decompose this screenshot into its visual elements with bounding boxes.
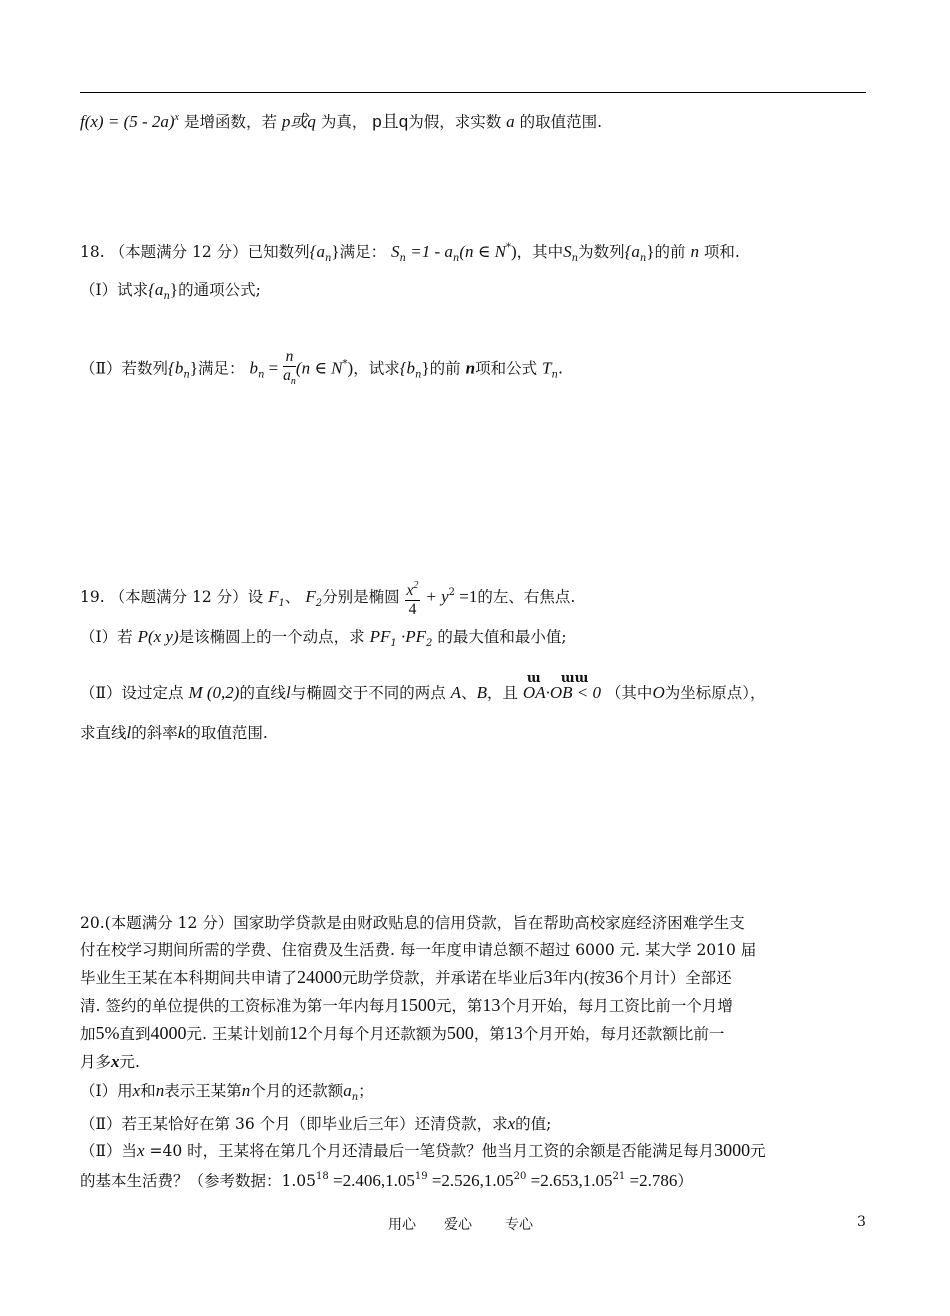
problem-18-statement: 18. （本题满分 12 分）已知数列$\{a_n\}$满足： $S_n =1 - a_n(n$ ∈ N*)，其中$S_n$为数列$\{a_n\}$的前 n 项和. [80,242,740,264]
problem-20-part-2: （Ⅱ）若王某恰好在第 36 个月（即毕业后三年）还清贷款，求x的值; [80,1114,552,1133]
page-number: 3 [857,1214,866,1230]
problem-20-statement: 20.(本题满分 12 分）国家助学贷款是由财政贴息的信用贷款，旨在帮助高校家庭经济困难学生支 付在校学习期间所需的学费、住宿费及生活费. 每一年度申请总额不超过 6000 元. 某大学 2010 届 毕业生王某在本科期间共申请了24000元助学贷款，并承诺在毕业后3年内(按36个月计）全部还 清. 签约的单位提供的工资标准为第一年内每月1500元，第13个月开始，每月工资比前一个月增 加5%直到4000元. 王某计划前12个月每个月还款额为500，第13个月开始，每月还款额比前一 月多x元. [80,914,757,1071]
problem-17-tail: f(x) = (5 - 2a)$^x$ 是增函数，若 p或q 为真， p且q为假，求实数 a 的取值范围. [80,112,603,131]
fraction-x2-over-4: $\frac{x^2}{4}$ [405,577,421,619]
footer-word-2: 爱心 [444,1217,472,1233]
problem-20-part-1: （Ⅰ）用x和n表示王某第n个月的还款额$a_n$； [80,1081,374,1103]
footer-word-3: 专心 [505,1217,533,1233]
header-rule [80,92,866,93]
fraction-n-over-an: $\frac{n}{a_n}$ [283,348,296,387]
problem-19-statement: 19. （本题满分 12 分）设 $F_1$、 $F_2$分别是椭圆 $\frac{x^2}{4}$ + $y^2 =1$的左、右焦点. [80,577,575,619]
p-or-q: p或q [281,112,316,131]
footer-word-1: 用心 [388,1217,416,1233]
vector-dot-product: ɯ ɯɯ OA·OB < 0 [522,671,601,702]
problem-20-questions [80,1078,870,1194]
problem-20-part-3: （Ⅱ）当x =40 时，王某将在第几个月还清最后一笔贷款？他当月工资的余额是否能满足每月3000元 [80,1140,766,1160]
problem-19-part-1: （Ⅰ）若 P(x y)是该椭圆上的一个动点，求 $PF_1 \cdot PF_2$ 的最大值和最小值; [80,627,567,649]
problem-19-part-2: （Ⅱ）设过定点 M (0,2)的直线l与椭圆交于不同的两点 A、B，且 ɯ ɯɯ OA·OB < 0 （其中O为坐标原点）， [80,671,766,702]
problem-18-part-1: （Ⅰ）试求$\{a_n\}$的通项公式; [80,280,261,302]
problem-19-part-2-cont: 求直线l的斜率k的取值范围. [80,723,268,742]
problem-20-reference-data: 的基本生活费？（参考数据：$1.05^{18} =2.406,1.05^{19} =2.526,1.05^{20} =2.653,1.05^{21} =2.786$） [80,1171,693,1190]
p-and-q: p且q [372,112,409,131]
function-expression: f(x) = (5 - 2a) [80,112,175,131]
problem-18-part-2: （Ⅱ）若数列$\{b_n\}$满足： $b_n$ = $\frac{n}{a_n}$ (n ∈ N*)，试求$\{b_n\}$的前 n项和公式 $T_n$. [80,348,563,391]
